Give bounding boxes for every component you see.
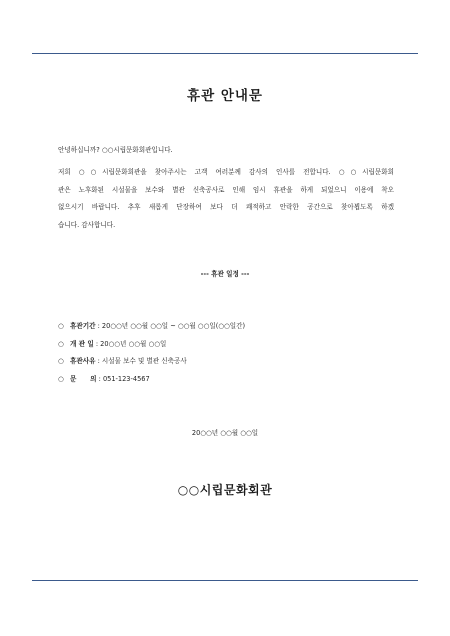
paragraph-line: 없으시기 바랍니다. 추후 새롭게 단장하여 보다 더 쾌적하고 안락한 공간으로 찾아뵙도록 하겠 xyxy=(58,203,394,211)
detail-value: : 20○○년 ○○월 ○○일 ~ ○○월 ○○일(○○일간) xyxy=(97,322,246,330)
notice-paragraph xyxy=(58,164,394,234)
paragraph-line: 저희 ○○시립문화회관을 찾아주시는 고객 여러분께 감사의 인사를 전합니다. ○○시립문화회 xyxy=(58,168,394,176)
paragraph-line: 관은 노후화된 시설물을 보수와 별관 신축공사로 인해 임시 휴관을 하게 되었으니 이용에 착오 xyxy=(58,185,394,194)
greeting-text: 안녕하십니까? ○○시립문화회관입니다. xyxy=(58,146,173,154)
organization-name: ○○시립문화회관 xyxy=(177,483,273,497)
detail-value: : 051-123-4567 xyxy=(98,374,150,383)
schedule-details xyxy=(58,321,245,391)
bullet-icon: ○ xyxy=(58,339,64,348)
detail-label: 휴관기간 xyxy=(70,322,96,330)
bullet-icon: ○ xyxy=(58,374,64,383)
document-date: 20○○년 ○○월 ○○일 xyxy=(191,429,259,437)
paragraph-line: 습니다. 감사합니다. xyxy=(58,220,116,229)
detail-value: : 20○○년 ○○월 ○○일 xyxy=(95,339,167,348)
detail-row-reopening-date xyxy=(58,339,245,357)
detail-label: 개 관 일 xyxy=(70,339,94,348)
detail-row-closure-reason xyxy=(58,356,245,374)
detail-label: 휴관사유 xyxy=(70,357,96,365)
detail-value: : 시설물 보수 및 별관 신축공사 xyxy=(97,357,187,365)
document-title: 휴관 안내문 xyxy=(187,88,263,104)
schedule-heading: --- 휴관 일정 --- xyxy=(200,270,250,278)
bullet-icon: ○ xyxy=(58,322,64,330)
bullet-icon: ○ xyxy=(58,357,64,365)
detail-row-inquiry xyxy=(58,374,245,392)
header-rule xyxy=(32,53,418,54)
detail-row-closure-period xyxy=(58,321,245,339)
detail-label: 문 의 xyxy=(70,374,97,383)
footer-rule xyxy=(32,580,418,581)
